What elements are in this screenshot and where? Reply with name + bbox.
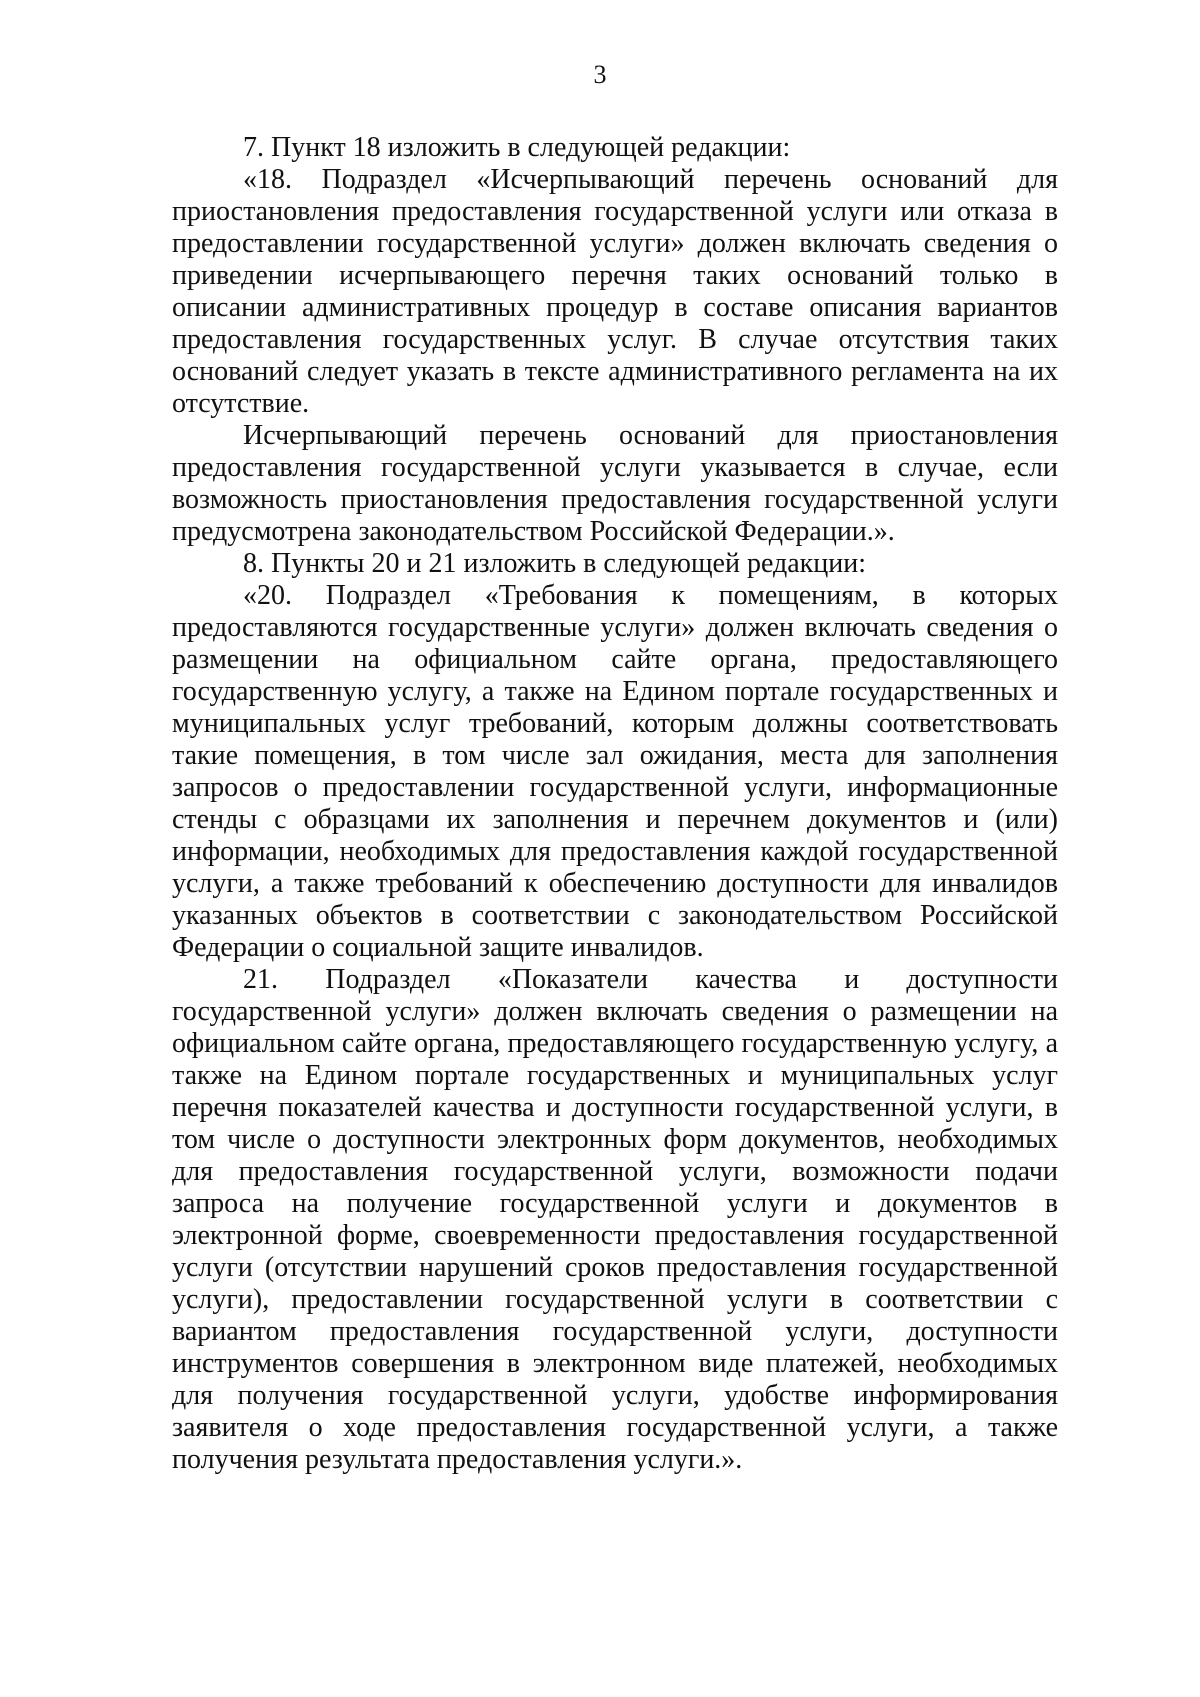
paragraph-point-20: «20. Подраздел «Требования к помещениям, в которых предоставляются государственные услуги» должен включать сведения о размещении на официальном сайте органа, предоставляющего государственную услугу, а также на Едином портале государственных и муниципальных услуг требований, которым должны соответствовать такие помещения, в том числе зал ожидания, места для заполнения запросов о предоставлении государственной услуги, информационные стенды с образцами их заполнения и перечнем документов и (или) информации, необходимых для предоставления каждой государственной услуги, а также требований к обеспечению доступности для инвалидов указанных объектов в соответствии с законодательством Российской Федерации о социальной защите инвалидов.: [172, 580, 1058, 963]
paragraph-item-8: 8. Пункты 20 и 21 изложить в следующей редакции:: [243, 548, 867, 579]
paragraph-point-18: «18. Подраздел «Исчерпывающий перечень оснований для приостановления предоставления государственной услуги или отказа в предоставлении государственной услуги» должен включать сведения о приведении исчерпывающего перечня таких оснований только в описании административных процедур в составе описания вариантов предоставления государственных услуг. В случае отсутствия таких оснований следует указать в тексте административного регламента на их отсутствие.: [172, 164, 1058, 419]
document-body: [172, 132, 1058, 1476]
paragraph-item-7: 7. Пункт 18 изложить в следующей редакции:: [243, 132, 791, 163]
paragraph-exhaustive-list: Исчерпывающий перечень оснований для приостановления предоставления государственной услуги указывается в случае, если возможность приостановления предоставления государственной услуги предусмотрена законодательством Российской Федерации.».: [172, 420, 1058, 547]
page-number: 3: [593, 60, 607, 89]
paragraph-point-21: 21. Подраздел «Показатели качества и доступности государственной услуги» должен включать сведения о размещении на официальном сайте органа, предоставляющего государственную услугу, а также на Едином портале государственных и муниципальных услуг перечня показателей качества и доступности государственной услуги, в том числе о доступности электронных форм документов, необходимых для предоставления государственной услуги, возможности подачи запроса на получение государственной услуги и документов в электронной форме, своевременности предоставления государственной услуги (отсутствии нарушений сроков предоставления государственной услуги), предоставлении государственной услуги в соответствии с вариантом предоставления государственной услуги, доступности инструментов совершения в электронном виде платежей, необходимых для получения государственной услуги, удобстве информирования заявителя о ходе предоставления государственной услуги, а также получения результата предоставления услуги.».: [172, 964, 1058, 1475]
